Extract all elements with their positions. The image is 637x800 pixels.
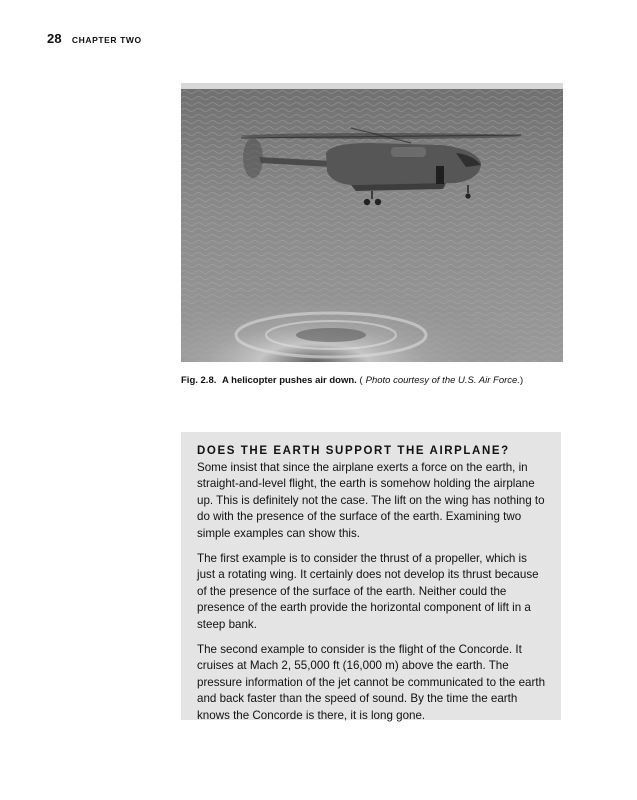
sidebar-box — [181, 432, 561, 720]
sidebar-paragraph: Some insist that since the airplane exerts a force on the earth, in straight-and-level flight, the earth is somehow holding the airplane up. This is definitely not the case. The lift on the wing has nothing to do with the presence of the surface of the earth. Examining two simple examples can show this. — [197, 461, 545, 540]
sidebar-paragraph: The first example is to consider the thrust of a propeller, which is just a rotating wing. It certainly does not develop its thrust because of the presence of the surface of the earth. Neither could the presence of the earth provide the horizontal component of lift in a steep bank. — [197, 552, 539, 631]
running-header — [47, 31, 142, 49]
sidebar-title: DOES THE EARTH SUPPORT THE AIRPLANE? — [197, 445, 510, 457]
sidebar-paragraph: The second example to consider is the flight of the Concorde. It cruises at Mach 2, 55,000 ft (16,000 m) above the earth. The pressure information of the jet cannot be communicated to the earth and back faster than the speed of sound. By the time the earth knows the Concorde is there, it is long gone. — [197, 643, 546, 722]
chapter-label: CHAPTER TWO — [71, 35, 142, 45]
figure-label: Fig. 2.8. — [181, 375, 217, 386]
figure-credit: Photo courtesy of the U.S. Air Force. — [365, 375, 520, 386]
page-number: 28 — [47, 31, 62, 46]
helicopter-photo — [181, 83, 563, 362]
figure-caption-text: A helicopter pushes air down. — [222, 375, 357, 386]
figure-credit-close: ) — [519, 375, 524, 386]
figure-credit-open: ( — [359, 375, 363, 386]
figure-caption — [181, 374, 581, 388]
